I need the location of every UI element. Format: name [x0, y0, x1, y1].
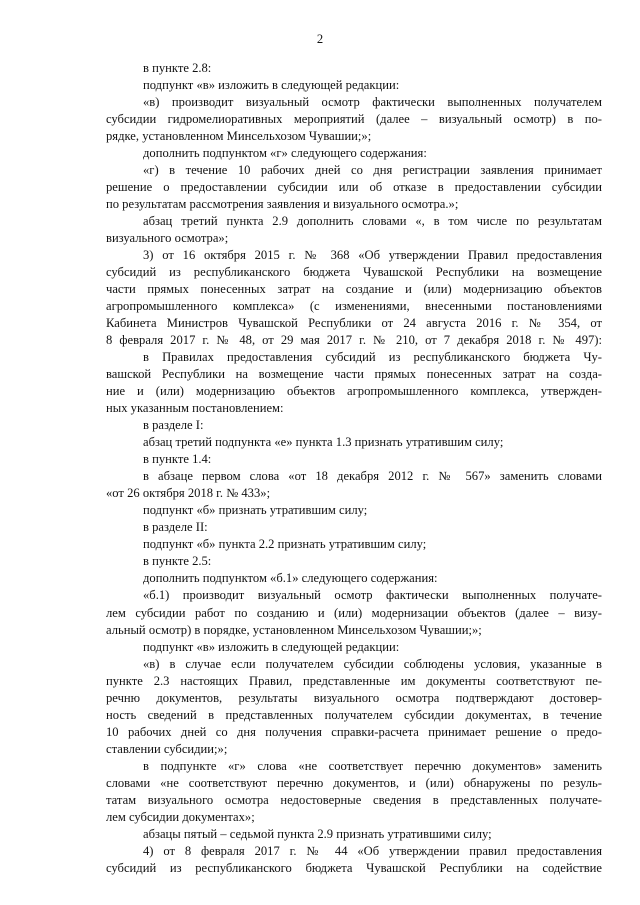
- text-line: ность сведений в представленных получателем субсидии документах, в течение: [106, 707, 602, 722]
- text-line: решение о предоставлении субсидии или об отказе в предоставлении субсидии: [106, 180, 602, 195]
- text-line: в пункте 2.5:: [143, 554, 212, 569]
- text-line: дополнить подпунктом «б.1» следующего содержания:: [143, 571, 438, 586]
- text-line: «г) в течение 10 рабочих дней со дня регистрации заявления принимает: [143, 163, 602, 178]
- text-line: подпункт «б» признать утратившим силу;: [143, 503, 368, 518]
- text-line: в пункте 2.8:: [143, 61, 212, 75]
- text-line: субсидий из республиканского бюджета Чувашской Республики на содействие: [106, 860, 602, 875]
- text-line: ных указанным постановлением:: [106, 401, 284, 416]
- text-line: субсидии гидромелиоративных мероприятий (далее – визуальный осмотр) в по-: [106, 112, 602, 127]
- text-line: в разделе II:: [143, 520, 208, 535]
- text-line: в разделе I:: [143, 418, 204, 433]
- page-number: 2: [316, 32, 324, 46]
- text-line: татам визуального осмотра недостоверные сведения в представленных получате-: [106, 792, 602, 807]
- text-line: 10 рабочих дней со дня получения справки-расчета принимает решение о предо-: [106, 724, 602, 739]
- text-line: в подпункте «г» слова «не соответствует перечню документов» заменить: [143, 758, 602, 773]
- text-line: «в) в случае если получателем субсидии соблюдены условия, указанные в: [143, 656, 602, 671]
- text-line: подпункт «в» изложить в следующей редакции:: [143, 78, 400, 93]
- text-line: альный осмотр) в порядке, установленном Минсельхозом Чувашии;»;: [106, 622, 482, 637]
- text-line: 8 февраля 2017 г. № 48, от 29 мая 2017 г. № 210, от 7 декабря 2018 г. № 497):: [106, 333, 602, 348]
- text-line: визуального осмотра»;: [106, 231, 229, 246]
- text-line: «в) производит визуальный осмотр фактически выполненных получателем: [143, 95, 602, 110]
- text-line: лем субсидии работ по созданию и (или) модернизации объектов (далее – визу-: [106, 605, 602, 620]
- text-line: по результатам рассмотрения заявления и визуального осмотра.»;: [106, 197, 459, 212]
- text-line: 4) от 8 февраля 2017 г. № 44 «Об утверждении правил предоставления: [143, 843, 602, 858]
- text-line: подпункт «в» изложить в следующей редакции:: [143, 639, 400, 654]
- text-line: субсидий из республиканского бюджета Чувашской Республики на возмещение: [106, 265, 602, 280]
- text-line: лем субсидии документах»;: [106, 809, 255, 824]
- text-line: абзацы пятый – седьмой пункта 2.9 признать утратившими силу;: [143, 826, 492, 841]
- document-body: [106, 60, 602, 877]
- text-line: «б.1) производит визуальный осмотр фактически выполненных получате-: [143, 588, 602, 603]
- text-line: в пункте 1.4:: [143, 452, 212, 467]
- text-line: в абзаце первом слова «от 18 декабря 2012 г. № 567» заменить словами: [143, 469, 602, 484]
- text-line: вашской Республики на возмещение части прямых понесенных затрат на созда-: [106, 367, 602, 382]
- text-line: Кабинета Министров Чувашской Республики от 24 августа 2016 г. № 354, от: [106, 316, 602, 331]
- text-line: абзац третий подпункта «е» пункта 1.3 признать утратившим силу;: [143, 435, 504, 450]
- text-line: пункте 2.3 настоящих Правил, представленные им документы соответствуют пе-: [106, 673, 602, 688]
- text-line: агропромышленного комплекса» (с изменениями, внесенными постановлениями: [106, 299, 602, 314]
- text-line: ние и (или) модернизацию объектов агропромышленного комплекса, утвержден-: [106, 384, 602, 399]
- text-line: в Правилах предоставления субсидий из республиканского бюджета Чу-: [143, 350, 602, 365]
- text-line: рядке, установленном Минсельхозом Чувашии;»;: [106, 129, 372, 144]
- text-line: подпункт «б» пункта 2.2 признать утратившим силу;: [143, 537, 427, 552]
- text-line: речню документов, результаты визуального осмотра подтверждают достовер-: [106, 690, 602, 705]
- text-line: абзац третий пункта 2.9 дополнить словами «, в том числе по результатам: [143, 214, 602, 229]
- text-line: 3) от 16 октября 2015 г. № 368 «Об утверждении Правил предоставления: [143, 248, 602, 263]
- text-line: ставлении субсидии;»;: [106, 741, 228, 756]
- text-line: части прямых понесенных затрат на создание и (или) модернизацию объектов: [106, 282, 602, 297]
- text-line: словами «не соответствуют перечню документов, и (или) обнаружены по резуль-: [106, 775, 602, 790]
- text-line: дополнить подпунктом «г» следующего содержания:: [143, 146, 427, 161]
- text-line: «от 26 октября 2018 г. № 433»;: [106, 486, 271, 501]
